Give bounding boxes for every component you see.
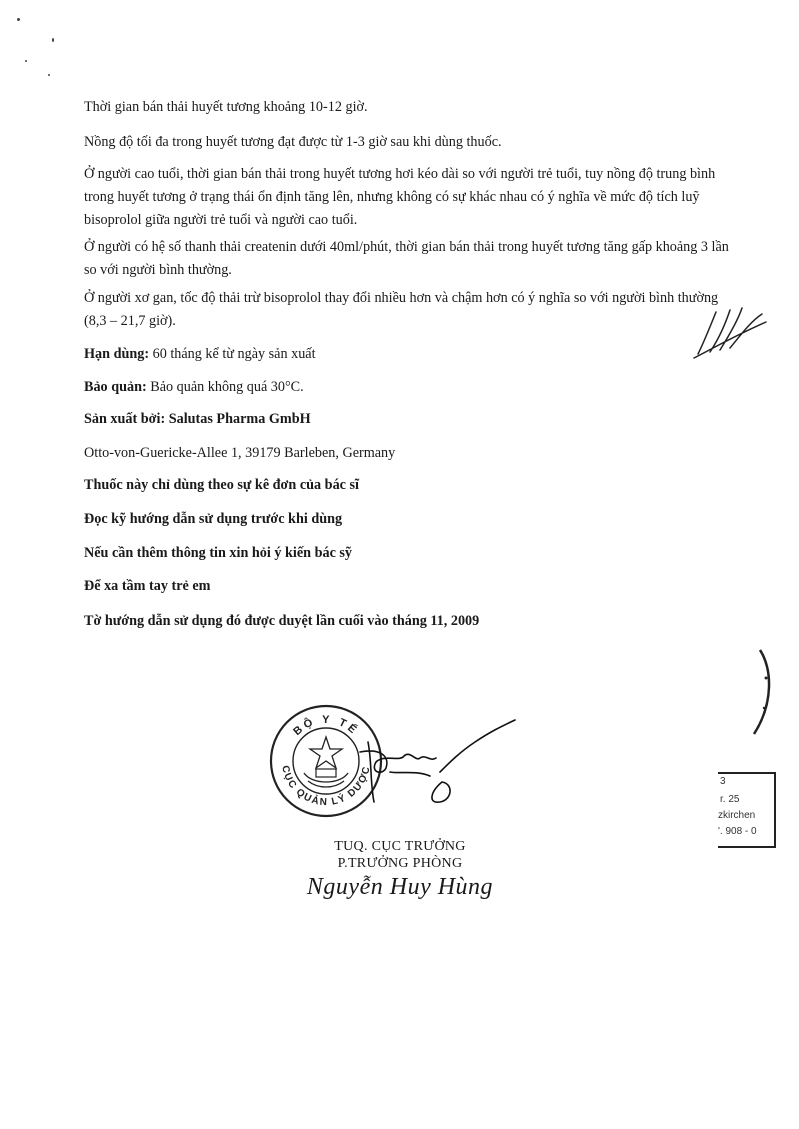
seal-bottom-text: CỤC QUẢN LÝ DƯỢC (279, 764, 373, 809)
shelf-life-line (84, 343, 744, 366)
approval-date-notice: Tờ hướng dẫn sử dụng đó được duyệt lần cuối vào tháng 11, 2009 (84, 613, 480, 629)
signature-title-1: TUQ. CỤC TRƯỞNG (334, 839, 466, 854)
director-signature (330, 712, 520, 822)
partial-stamp-line-3: zkirchen (718, 810, 756, 821)
scan-speck (48, 74, 50, 76)
hepatic-paragraph: Ở người xơ gan, tốc độ thải trừ bisoprolol thay đổi nhiều hơn và chậm hơn có ý nghĩa so với người bình thường (8,3 – 21,7 giờ). (84, 290, 719, 329)
scan-speck (17, 18, 20, 21)
keep-away-notice: Để xa tầm tay trẻ em (84, 578, 211, 594)
peak-concentration-paragraph: Nồng độ tối đa trong huyết tương đạt được từ 1-3 giờ sau khi dùng thuốc. (84, 134, 502, 150)
storage-line (84, 376, 744, 399)
shelf-life-label: Hạn dùng: (84, 346, 150, 362)
elderly-paragraph: Ở người cao tuổi, thời gian bán thải trong huyết tương hơi kéo dài so với người trẻ tuổi, tuy nồng độ trung bình trong huyết tương ở trạng thái ổn định tăng lên, nhưng không có sự khác nhau có ý nghĩa về mức độ tích luỹ bisoprolol giữa người trẻ tuổi và người cao tuổi. (84, 166, 716, 228)
partial-stamp-box (718, 772, 776, 848)
ask-doctor-notice: Nếu cần thêm thông tin xin hỏi ý kiến bác sỹ (84, 545, 353, 561)
storage-value: Bảo quản không quá 30°C. (146, 379, 304, 395)
scan-speck (52, 38, 54, 42)
margin-initials-signature (690, 292, 770, 362)
margin-arc-mark (740, 648, 780, 738)
half-life-paragraph: Thời gian bán thải huyết tương khoảng 10-12 giờ. (84, 99, 368, 115)
manufacturer-address: Otto-von-Guericke-Allee 1, 39179 Barleben, Germany (84, 445, 396, 461)
read-instructions-notice: Đọc kỹ hướng dẫn sử dụng trước khi dùng (84, 511, 343, 527)
renal-paragraph: Ở người có hệ số thanh thải createnin dưới 40ml/phút, thời gian bán thải trong huyết tương tăng gấp khoảng 3 lần so với người bình thường. (84, 239, 729, 278)
seal-top-text: BỘ Y TẾ (291, 713, 361, 738)
partial-stamp-line-2: r. 25 (720, 794, 740, 805)
signature-title-2: P.TRƯỞNG PHÒNG (337, 856, 463, 871)
storage-label: Bảo quản: (84, 379, 147, 395)
partial-stamp-line-4: '. 908 - 0 (718, 826, 757, 837)
signer-name: Nguyễn Huy Hùng (306, 874, 494, 900)
prescription-notice: Thuốc này chỉ dùng theo sự kê đơn của bác sĩ (84, 477, 359, 493)
partial-stamp-line-1: 3 (720, 776, 726, 787)
manufacturer-label: Sản xuất bởi: Salutas Pharma GmbH (84, 411, 311, 427)
scan-speck (25, 60, 27, 62)
shelf-life-value: 60 tháng kể từ ngày sản xuất (149, 346, 316, 362)
